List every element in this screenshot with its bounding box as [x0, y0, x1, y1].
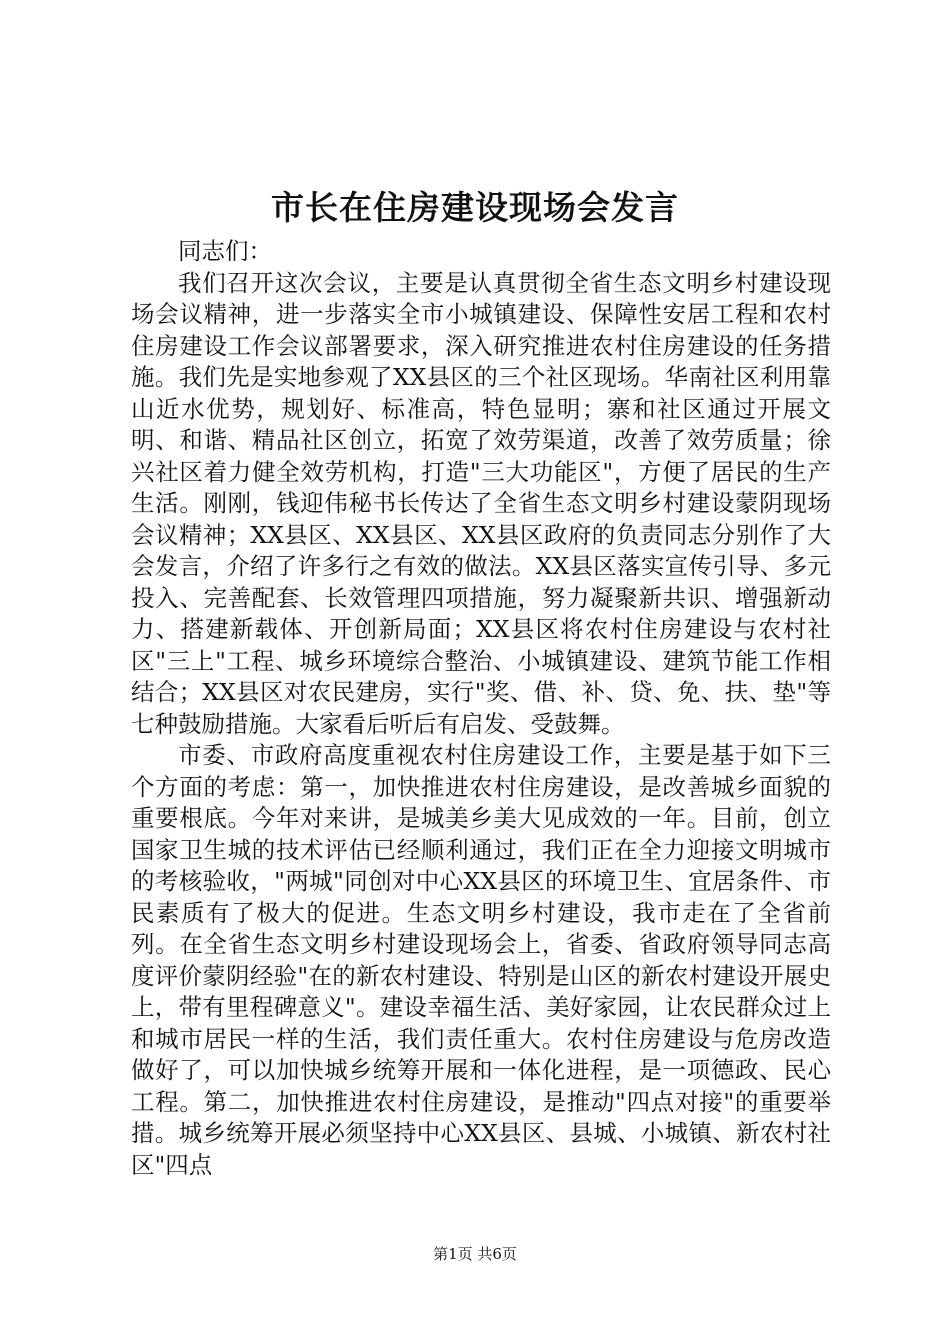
document-title: 市长在住房建设现场会发言: [271, 188, 679, 227]
page-footer: 第1页 共6页: [433, 1245, 517, 1263]
paragraph-2: 市委、市政府高度重视农村住房建设工作，主要是基于如下三个方面的考虑：第一，加快推进农村住房建设，是改善城乡面貌的重要根底。今年对来讲，是城美乡美大见成效的一年。目前，创立国家卫生城的技术评估已经顺利通过，我们正在全力迎接文明城市的考核验收，"两城"同创对中心XX县区的环境卫生、宜居条件、市民素质有了极大的促进。生态文明乡村建设，我市走在了全省前列。在全省生态文明乡村建设现场会上，省委、省政府领导同志高度评价蒙阴经验"在的新农村建设、特别是山区的新农村建设开展史上，带有里程碑意义"。建设幸福生活、美好家园，让农民群众过上和城市居民一样的生活，我们责任重大。农村住房建设与危房改造做好了，可以加快城乡统筹开展和一体化进程，是一项德政、民心工程。第二，加快推进农村住房建设，是推动"四点对接"的重要举措。城乡统筹开展必须坚持中心XX县区、县城、小城镇、新农村社区"四点: [131, 741, 831, 1179]
paragraph-1: 我们召开这次会议，主要是认真贯彻全省生态文明乡村建设现场会议精神，进一步落实全市小城镇建设、保障性安居工程和农村住房建设工作会议部署要求，深入研究推进农村住房建设的任务措施。我们先是实地参观了XX县区的三个社区现场。华南社区利用靠山近水优势，规划好、标准高，特色显明；寨和社区通过开展文明、和谐、精品社区创立，拓宽了效劳渠道，改善了效劳质量；徐兴社区着力健全效劳机构，打造"三大功能区"，方便了居民的生产生活。刚刚，钱迎伟秘书长传达了全省生态文明乡村建设蒙阴现场会议精神；XX县区、XX县区、XX县区政府的负责同志分别作了大会发言，介绍了许多行之有效的做法。XX县区落实宣传引导、多元投入、完善配套、长效管理四项措施，努力凝聚新共识、增强新动力、搭建新载体、开创新局面；XX县区将农村住房建设与农村社区"三上"工程、城乡环境综合整治、小城镇建设、建筑节能工作相结合；XX县区对农民建房，实行"奖、借、补、贷、免、扶、垫"等七种鼓励措施。大家看后听后有启发、受鼓舞。: [131, 268, 831, 738]
salutation: 同志们：: [178, 237, 272, 265]
document-body: [131, 236, 831, 1181]
